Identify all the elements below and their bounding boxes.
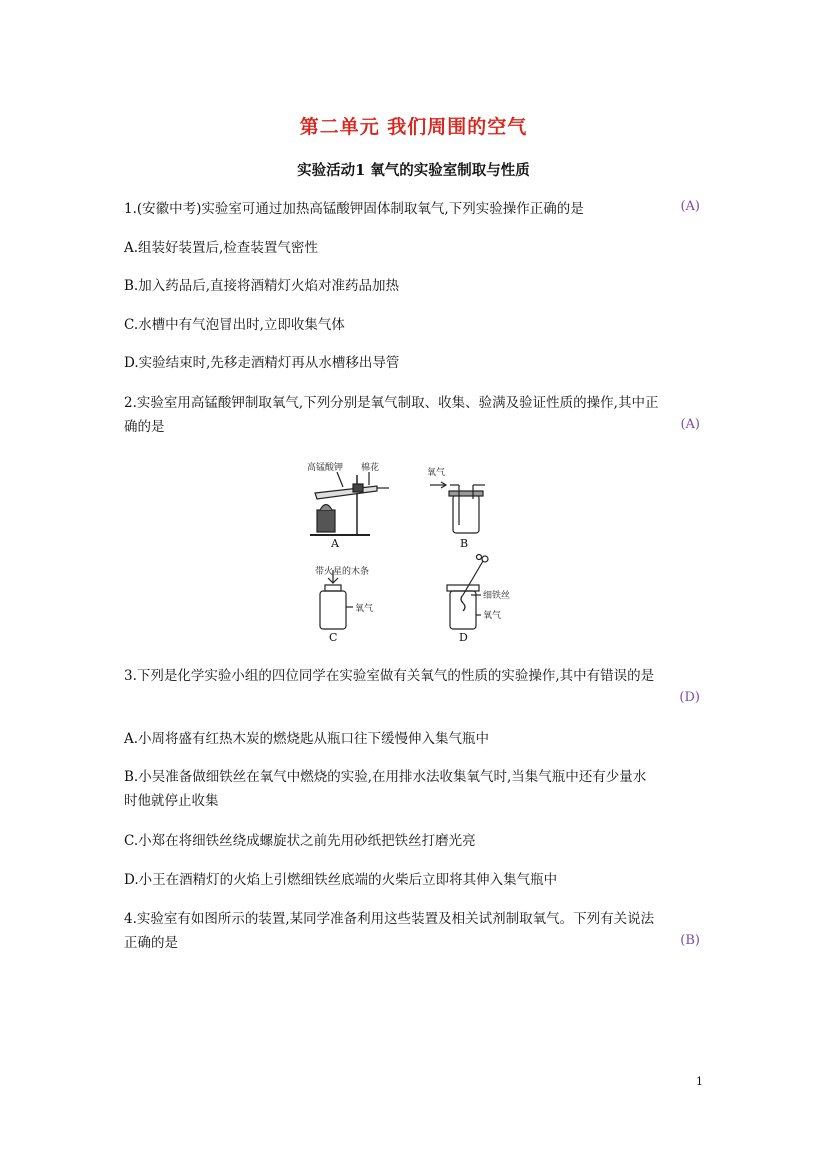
question-2-stem-line-2: 确的是 bbox=[124, 419, 165, 435]
panel-letter-a: A bbox=[331, 537, 339, 550]
panel-letter-d: D bbox=[459, 631, 468, 644]
label-oxygen-c: 氧气 bbox=[355, 604, 374, 614]
question-1-answer: (A) bbox=[680, 199, 700, 214]
page-title: 第二单元 我们周围的空气 bbox=[299, 116, 528, 138]
question-3-option-b-line-1: B.小吴准备做细铁丝在氧气中燃烧的实验,在用排水法收集氧气时,当集气瓶中还有少量水 bbox=[124, 769, 647, 785]
question-4-stem-line-1: 4.实验室有如图所示的装置,某同学准备利用这些装置及相关试剂制取氧气。下列有关说法 bbox=[124, 911, 655, 927]
label-cotton: 棉花 bbox=[361, 463, 380, 473]
label-splint: 带火星的木条 bbox=[315, 567, 370, 577]
figure-panel-c bbox=[315, 565, 373, 644]
figure-panel-d bbox=[447, 555, 510, 645]
figure-panel-b bbox=[427, 466, 485, 550]
label-kmno4: 高锰酸钾 bbox=[307, 463, 344, 473]
question-3-option-d: D.小王在酒精灯的火焰上引燃细铁丝底端的火柴后立即将其伸入集气瓶中 bbox=[124, 872, 558, 888]
label-oxygen-d: 氧气 bbox=[483, 611, 502, 621]
page-number: 1 bbox=[696, 1075, 703, 1088]
question-2-answer: (A) bbox=[680, 417, 700, 432]
question-3-stem: 3.下列是化学实验小组的四位同学在实验室做有关氧气的性质的实验操作,其中有错误的是 bbox=[124, 668, 655, 684]
panel-letter-b: B bbox=[460, 537, 469, 550]
question-1-option-a: A.组装好装置后,检查装置气密性 bbox=[124, 240, 318, 256]
question-1-option-b: B.加入药品后,直接将酒精灯火焰对准药品加热 bbox=[124, 278, 400, 294]
question-2-stem-line-1: 2.实验室用高锰酸钾制取氧气,下列分别是氧气制取、收集、验满及验证性质的操作,其中正 bbox=[124, 395, 659, 411]
section-title: 实验活动1 氧气的实验室制取与性质 bbox=[297, 162, 530, 179]
apparatus-figure bbox=[295, 455, 540, 645]
figure-panel-a bbox=[307, 461, 389, 550]
question-3-option-c: C.小郑在将细铁丝绕成螺旋状之前先用砂纸把铁丝打磨光亮 bbox=[124, 833, 476, 849]
question-3-option-b-line-2: 时他就停止收集 bbox=[124, 793, 219, 809]
question-1-option-c: C.水槽中有气泡冒出时,立即收集气体 bbox=[124, 317, 345, 333]
question-1-stem: 1.(安徽中考)实验室可通过加热高锰酸钾固体制取氧气,下列实验操作正确的是 bbox=[124, 201, 584, 217]
question-3-option-a: A.小周将盛有红热木炭的燃烧匙从瓶口往下缓慢伸入集气瓶中 bbox=[124, 731, 490, 747]
question-1-option-d: D.实验结束时,先移走酒精灯再从水槽移出导管 bbox=[124, 355, 400, 371]
label-oxygen-in: 氧气 bbox=[427, 468, 446, 478]
question-3-answer: (D) bbox=[679, 690, 700, 705]
label-iron-wire: 细铁丝 bbox=[483, 591, 511, 601]
question-4-stem-line-2: 正确的是 bbox=[124, 935, 178, 951]
panel-letter-c: C bbox=[329, 631, 338, 644]
question-4-answer: (B) bbox=[680, 933, 700, 948]
